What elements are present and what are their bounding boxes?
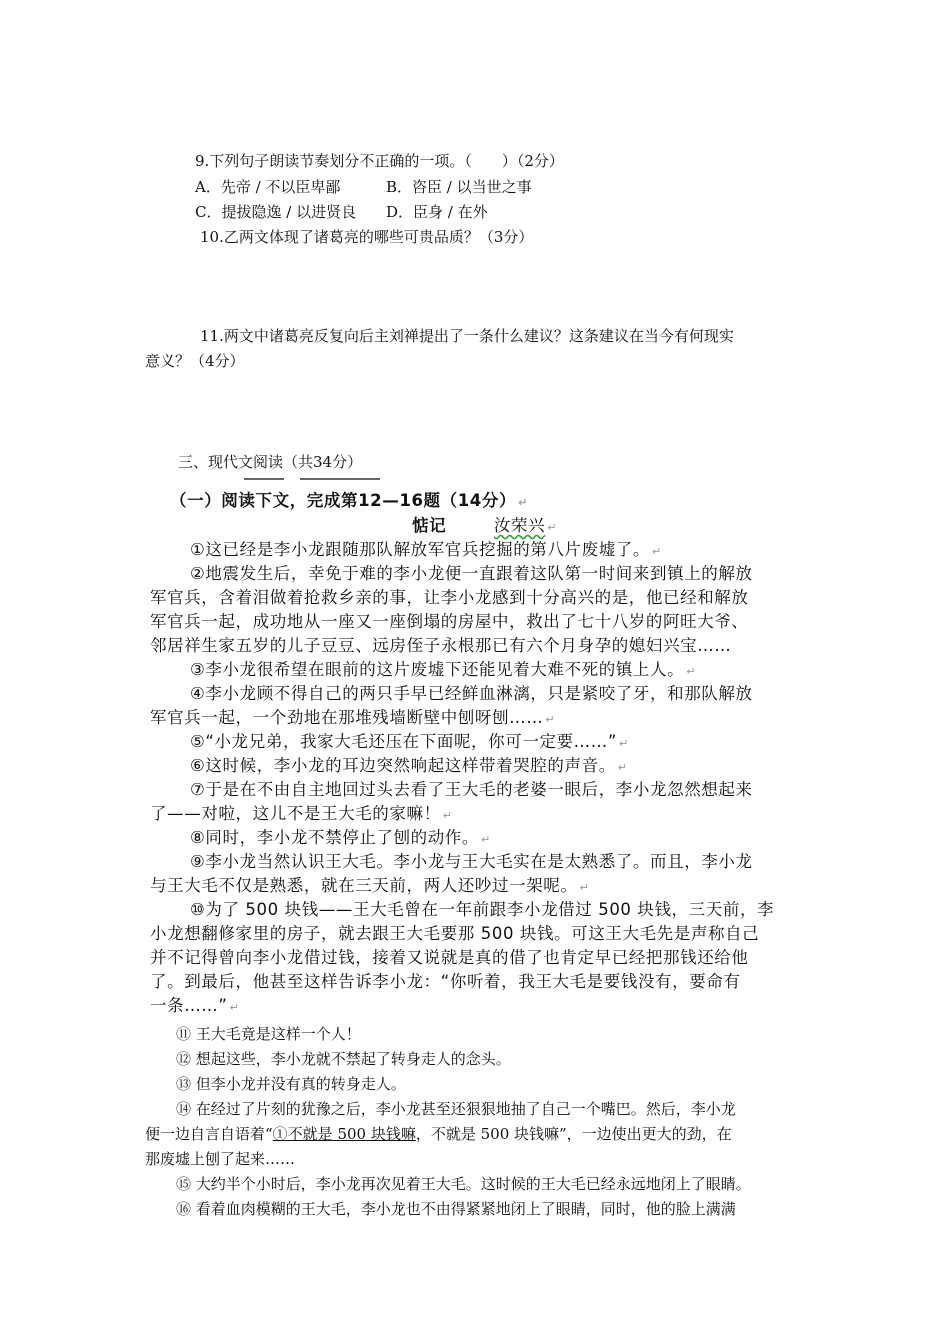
scan-artifact <box>300 478 380 480</box>
sub-section-heading <box>170 490 528 514</box>
question-9-option-a: A．先帝 / 不以臣卑鄙 <box>195 178 341 196</box>
story-paragraph-10-line-1: ⑩为了 500 块钱——王大毛曾在一年前跟李小龙借过 500 块钱，三天前，李 <box>190 900 775 919</box>
section-3-heading: 三、现代文阅读（共34分） <box>178 453 363 471</box>
paragraph-text: 军官兵一起，一个劲地在那堆残墙断壁中刨呀刨…… <box>150 708 544 727</box>
story-paragraph-9-line-1: ⑨李小龙当然认识王大毛。李小龙与王大毛实在是太熟悉了。而且，李小龙 <box>190 852 753 871</box>
question-11-line-2: 意义？（4分） <box>145 352 245 370</box>
underlined-phrase: ①不就是 500 块钱嘛 <box>272 1125 416 1143</box>
story-title: 惦记 <box>412 516 447 535</box>
scan-artifact <box>244 478 284 480</box>
story-paragraph-2-line-3: 军官兵一起，成功地从一座又一座倒塌的房屋中，救出了七十八岁的阿旺大爷、 <box>150 612 749 631</box>
return-mark-icon: ↵ <box>547 521 558 534</box>
question-9-option-b: B．咨臣 / 以当世之事 <box>386 178 532 196</box>
story-paragraph-2-line-4: 邻居祥生家五岁的儿子豆豆、远房侄子永根那已有六个月身孕的媳妇兴宝…… <box>150 636 732 655</box>
sub-section-heading-text: （一）阅读下文，完成第12—16题（14分） <box>170 491 517 510</box>
return-mark-icon: ↵ <box>442 809 453 822</box>
story-paragraph-16: ⑯ 看着血肉模糊的王大毛，李小龙也不由得紧紧地闭上了眼睛，同时，他的脸上满满 <box>176 1200 736 1218</box>
return-mark-icon: ↵ <box>652 545 662 558</box>
return-mark-icon: ↵ <box>686 665 697 678</box>
story-paragraph-14-line-3: 那废墟上刨了起来…… <box>145 1150 296 1168</box>
return-mark-icon: ↵ <box>619 737 629 750</box>
paragraph-text: ，不就是 500 块钱嘛”，一边使出更大的劲，在 <box>415 1125 732 1143</box>
story-paragraph-10-line-5 <box>150 995 239 1019</box>
story-paragraph-2-line-2: 军官兵，含着泪做着抢救乡亲的事，让李小龙感到十分高兴的是，他已经和解放 <box>150 588 749 607</box>
story-paragraph-10-line-3: 并不记得曾向李小龙借过钱，接着又说就是真的借了也肯定早已经把那钱还给他 <box>150 948 749 967</box>
story-paragraph-2-line-1: ②地震发生后，幸免于难的李小龙便一直跟着这队第一时间来到镇上的解放 <box>190 564 753 583</box>
story-paragraph-4-line-1: ④李小龙顾不得自己的两只手早已经鲜血淋漓，只是紧咬了牙，和那队解放 <box>190 684 753 703</box>
story-paragraph-15: ⑮ 大约半个小时后，李小龙再次见着王大毛。这时候的王大毛已经永远地闭上了眼睛。 <box>176 1175 751 1193</box>
story-paragraph-1 <box>190 539 662 563</box>
return-mark-icon: ↵ <box>481 833 491 846</box>
story-paragraph-4-line-2 <box>150 707 555 731</box>
story-paragraph-14-line-2 <box>145 1124 732 1144</box>
question-9-option-c: C．提拔隐逸 / 以进贤良 <box>195 203 357 221</box>
question-11-line-1: 11.两文中诸葛亮反复向后主刘禅提出了一条什么建议？这条建议在当今有何现实 <box>200 327 734 345</box>
question-9: 9.下列句子朗读节奏划分不正确的一项。（ ）（2分） <box>195 152 564 170</box>
story-paragraph-9-line-2 <box>150 875 589 899</box>
story-paragraph-6 <box>190 755 628 779</box>
story-paragraph-10-line-4: 了。到最后，他甚至这样告诉李小龙：“你听着，我王大毛是要钱没有，要命有 <box>150 972 741 991</box>
return-mark-icon: ↵ <box>617 761 628 774</box>
paragraph-text: 与王大毛不仅是熟悉，就在三天前，两人还吵过一架呢。 <box>150 876 578 895</box>
story-paragraph-14-line-1: ⑭ 在经过了片刻的犹豫之后，李小龙甚至还狠狠地抽了自己一个嘴巴。然后，李小龙 <box>176 1100 736 1118</box>
return-mark-icon: ↵ <box>229 1001 240 1014</box>
story-paragraph-8 <box>190 827 491 851</box>
story-paragraph-7-line-2 <box>150 803 453 827</box>
paragraph-text: ③李小龙很希望在眼前的这片废墟下还能见着大难不死的镇上人。 <box>190 660 685 679</box>
story-paragraph-5 <box>190 731 629 755</box>
paragraph-text: 一条……” <box>150 996 228 1015</box>
story-author: 汝荣兴 <box>493 516 546 535</box>
question-9-option-d: D．臣身 / 在外 <box>386 203 488 221</box>
story-paragraph-12: ⑫ 想起这些，李小龙就不禁起了转身走人的念头。 <box>176 1050 511 1068</box>
story-paragraph-10-line-2: 小龙想翻修家里的房子，就去跟王大毛要那 500 块钱。可这王大毛先是声称自己 <box>150 924 760 943</box>
story-paragraph-7-line-1: ⑦于是在不由自主地回过头去看了王大毛的老婆一眼后，李小龙忽然想起来 <box>190 780 753 799</box>
return-mark-icon: ↵ <box>518 496 528 509</box>
return-mark-icon: ↵ <box>579 881 590 894</box>
paragraph-text: ⑤“小龙兄弟，我家大毛还压在下面呢，你可一定要……” <box>190 732 617 751</box>
story-paragraph-11: ⑪ 王大毛竟是这样一个人！ <box>176 1025 361 1043</box>
question-10: 10.乙两文体现了诸葛亮的哪些可贵品质？（3分） <box>200 228 534 246</box>
paragraph-text: 便一边自言自语着“ <box>145 1125 273 1143</box>
story-paragraph-13: ⑬ 但李小龙并没有真的转身走人。 <box>176 1075 406 1093</box>
paragraph-text: 了——对啦，这儿不是王大毛的家嘛！ <box>150 804 441 823</box>
paragraph-text: ①这已经是李小龙跟随那队解放军官兵挖掘的第八片废墟了。 <box>190 540 650 559</box>
paragraph-text: ⑧同时，李小龙不禁停止了刨的动作。 <box>190 828 479 847</box>
paragraph-text: ⑥这时候，李小龙的耳边突然响起这样带着哭腔的声音。 <box>190 756 616 775</box>
story-paragraph-3 <box>190 659 696 683</box>
return-mark-icon: ↵ <box>545 713 556 726</box>
story-title-row <box>412 515 557 539</box>
